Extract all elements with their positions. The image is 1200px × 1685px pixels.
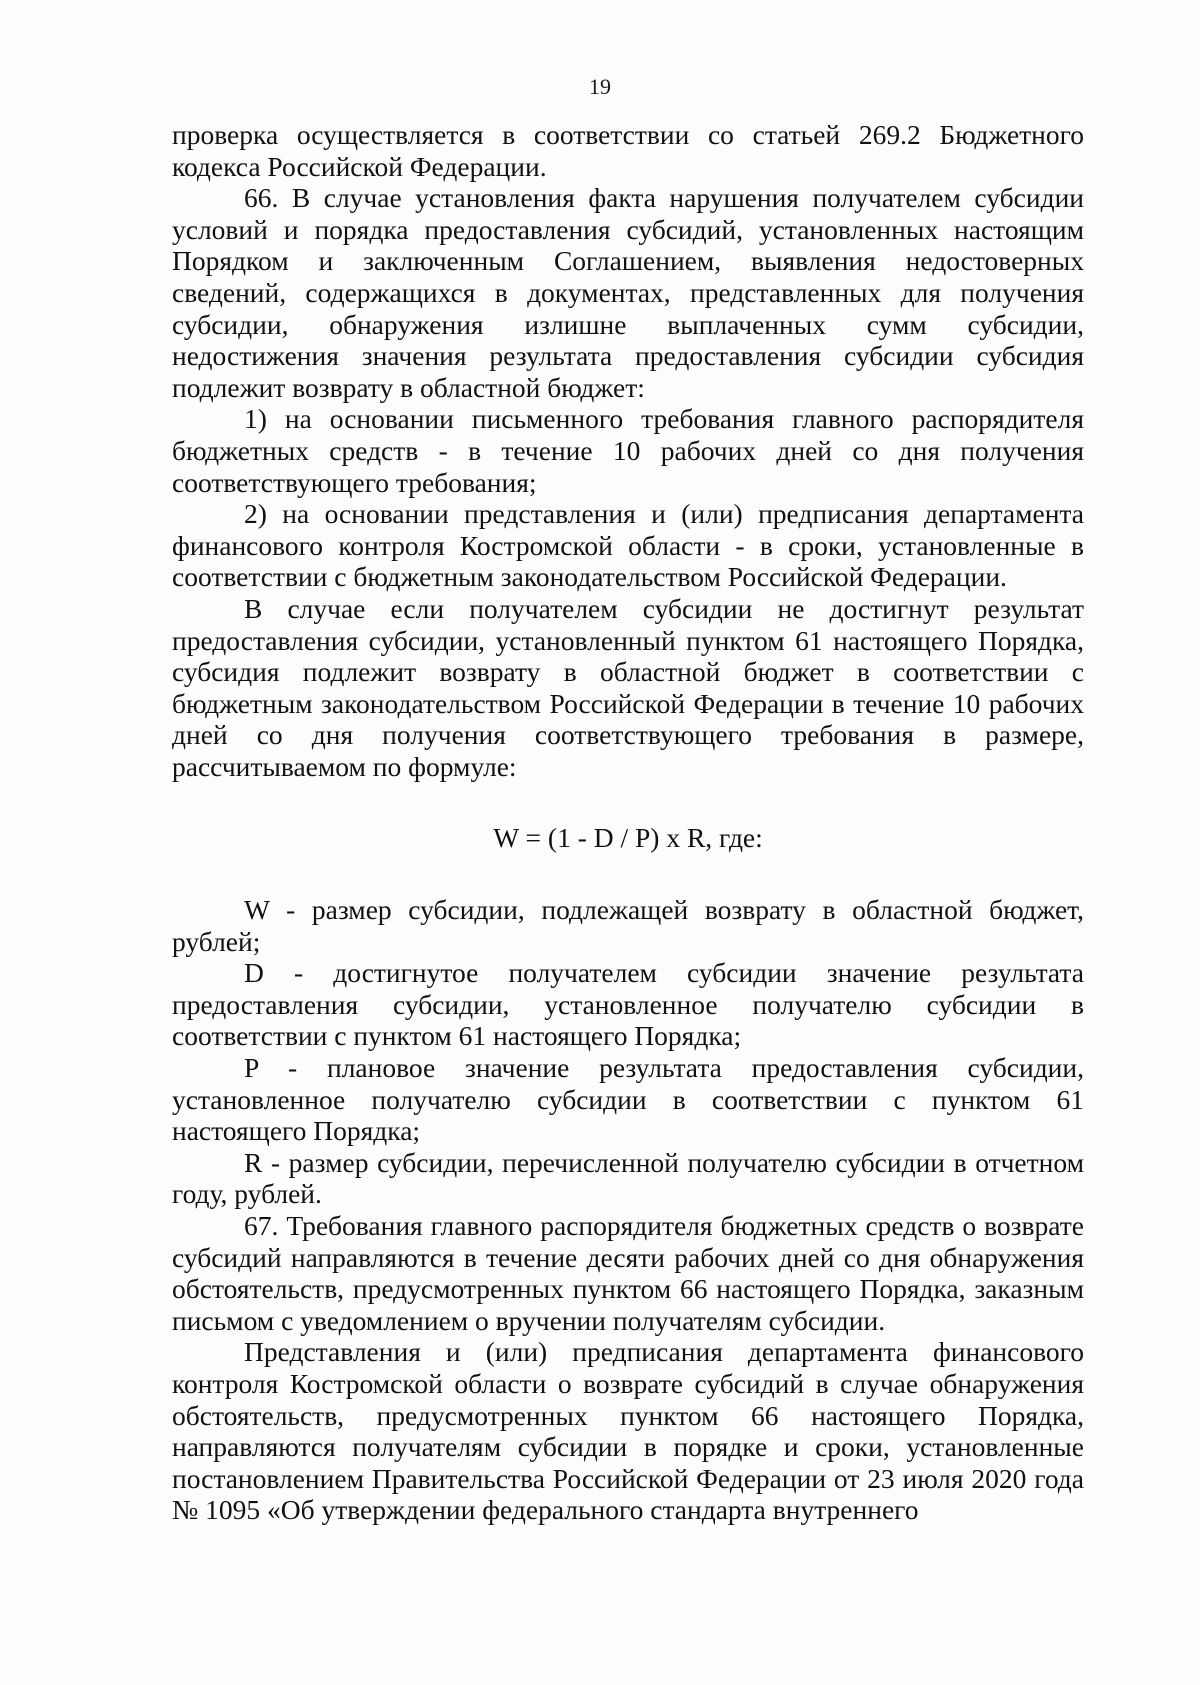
paragraph-item-1: 1) на основании письменного требования главного распорядителя бюджетных средств - в течение 10 рабочих дней со дня получения соответствующего требования; xyxy=(172,403,1084,498)
document-body xyxy=(172,119,1084,1526)
paragraph-67: 67. Требования главного распорядителя бюджетных средств о возврате субсидий направляются в течение десяти рабочих дней со дня обнаружения обстоятельств, предусмотренных пунктом 66 настоящего Порядка, заказным письмом с уведомлением о вручении получателям субсидии. xyxy=(172,1210,1084,1336)
definition-r: R - размер субсидии, перечисленной получателю субсидии в отчетном году, рублей. xyxy=(172,1146,1084,1210)
definition-p: P - плановое значение результата предоставления субсидии, установленное получателю субсидии в соответствии с пунктом 61 настоящего Порядка; xyxy=(172,1052,1084,1147)
paragraph-item-2: 2) на основании представления и (или) предписания департамента финансового контроля Костромской области - в сроки, установленные в соответствии с бюджетным законодательством Российской Федерации. xyxy=(172,498,1084,593)
paragraph-66: 66. В случае установления факта нарушения получателем субсидии условий и порядка предоставления субсидий, установленных настоящим Порядком и заключенным Соглашением, выявления недостоверных сведений, содержащихся в документах, представленных для получения субсидии, обнаружения излишне выплаченных сумм субсидии, недостижения значения результата предоставления субсидии субсидия подлежит возврату в областной бюджет: xyxy=(172,182,1084,403)
paragraph-continuation: проверка осуществляется в соответствии со статьей 269.2 Бюджетного кодекса Российской Федерации. xyxy=(172,119,1084,182)
definition-d: D - достигнутое получателем субсидии значение результата предоставления субсидии, установленное получателю субсидии в соответствии с пунктом 61 настоящего Порядка; xyxy=(172,957,1084,1052)
formula: W = (1 - D / P) x R, где: xyxy=(493,822,763,854)
paragraph-representations: Представления и (или) предписания департамента финансового контроля Костромской области о возврате субсидий в случае обнаружения обстоятельств, предусмотренных пунктом 66 настоящего Порядка, направляются получателям субсидии в порядке и сроки, установленные постановлением Правительства Российской Федерации от 23 июля 2020 года № 1095 «Об утверждении федерального стандарта внутреннего xyxy=(172,1336,1084,1526)
definition-w: W - размер субсидии, подлежащей возврату в областной бюджет, рублей; xyxy=(172,894,1084,957)
paragraph-result-not-achieved: В случае если получателем субсидии не достигнут результат предоставления субсидии, установленный пунктом 61 настоящего Порядка, субсидия подлежит возврату в областной бюджет в соответствии с бюджетным законодательством Российской Федерации в течение 10 рабочих дней со дня получения соответствующего требования в размере, рассчитываемом по формуле: xyxy=(172,592,1084,782)
page-number: 19 xyxy=(589,74,611,99)
